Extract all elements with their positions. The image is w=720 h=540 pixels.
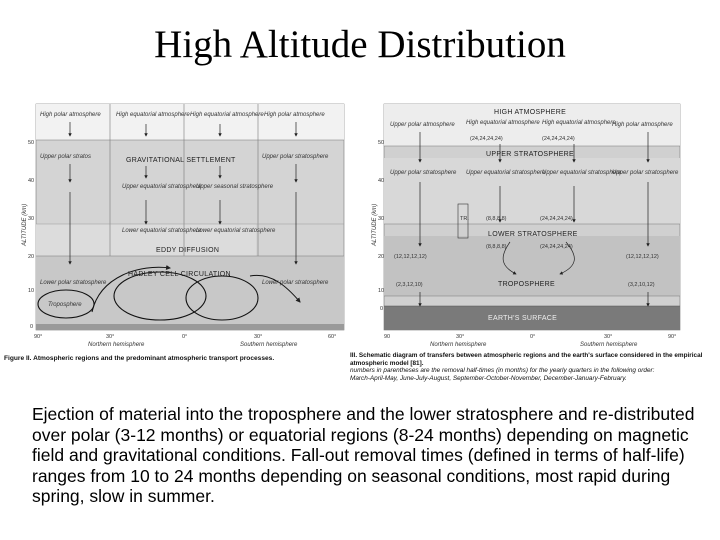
left-y-tick: 30 [28,216,35,222]
left-upper-polar: Upper polar stratos [40,154,92,160]
right-hemi-north: Northern hemisphere [430,342,487,348]
right-x-tick: 30° [456,334,465,340]
left-hemi-south: Southern hemisphere [240,342,298,348]
left-hemi-north: Northern hemisphere [88,342,145,348]
right-x-tick: 0° [530,334,536,340]
slide-caption: Ejection of material into the troposphere and the lower stratosphere and re-distributed over polar (3-12 months) or equatorial regions (8-24 months) depending on magnetic field and gravitational conditions. Fall-out removal times (defined in terms of half-life) ranges from 10 to 24 months depending on seasonal conditions, most rapid during spring, slow in summer. [32,404,695,506]
left-y-tick: 40 [28,178,35,184]
side-box-label: TR. [460,216,469,222]
left-figure-caption: Figure II. Atmospheric regions and the predominant atmospheric transport processes. [4,355,275,362]
right-upper-polar: Upper polar stratosphere [262,154,329,160]
left-x-tick: 30° [254,334,263,340]
left-x-tick: 0° [182,334,188,340]
right-top-box-3: High equatorial atmosphere [542,120,616,126]
troposphere-label-right: TROPOSPHERE [498,281,555,288]
right-polar-value: (12,12,12,12) [626,254,659,260]
lower-polar-left: Lower polar stratosphere [40,280,107,286]
left-x-tick: 60° [328,334,337,340]
right-figure-note-1: numbers in parentheses are the removal half-times (in months) for the yearly quarters in the following order: [350,367,655,375]
left-x-tick: 90° [34,334,43,340]
left-y-axis-label: ALTITUDE (km) [22,203,28,246]
right-x-tick: 90 [384,334,391,340]
right-lower-value: (8,8,8,8) [486,216,507,222]
right-hemi-south: Southern hemisphere [580,342,638,348]
figure [0,96,720,396]
right-x-tick: 90° [668,334,677,340]
right-y-tick: 30 [378,216,385,222]
left-y-tick: 0 [30,324,34,330]
right-value: (24,24,24,24) [542,136,575,142]
left-y-tick: 50 [28,140,35,146]
upper-seasonal: Upper seasonal stratosphere [196,184,274,190]
eddy-diffusion: EDDY DIFFUSION [156,247,220,254]
right-mid-box-3: Upper equatorial stratosphere [542,170,622,176]
gravitational-settlement: GRAVITATIONAL SETTLEMENT [126,157,236,164]
right-figure-caption: III. Schematic diagram of transfers between atmospheric regions and the earth's surface considered in the empirical atmospheric model [81]. [350,352,703,367]
right-polar-value: (12,12,12,12) [394,254,427,260]
right-tropo-value: (3,2,10,12) [628,282,655,288]
right-tropo-value: (2,3,12,10) [396,282,423,288]
earth-surface-label: EARTH'S SURFACE [488,315,558,322]
right-top-box-2: High equatorial atmosphere [466,120,540,126]
lower-equatorial: Lower equatorial stratosphere [122,228,202,234]
right-y-tick: 20 [378,254,385,260]
left-x-tick: 30° [106,334,115,340]
right-lower-value: (24,24,24,24) [540,244,573,250]
right-x-tick: 30° [604,334,613,340]
left-panel [4,104,344,362]
left-top-box-4: High polar atmosphere [264,112,325,118]
lower-polar-right: Lower polar stratosphere [262,280,329,286]
right-figure-note-2: March-April-May, June-July-August, September-October-November, December-January-February. [350,374,627,382]
right-top-box-4: High polar atmosphere [612,122,673,128]
right-mid-box-4: Upper polar stratosphere [612,170,679,176]
left-top-box-2: High equatorial atmosphere [116,112,190,118]
right-mid-box-2: Upper equatorial stratosphere [466,170,546,176]
troposphere-label: Troposphere [48,302,82,308]
right-mid-box-1: Upper polar stratosphere [390,170,457,176]
right-lower-value: (24,24,24,24) [540,216,573,222]
right-lower-value: (8,8,8,8) [486,244,507,250]
right-y-axis-label: ALTITUDE (km) [372,203,378,246]
right-panel [372,104,680,348]
high-atmosphere-label: HIGH ATMOSPHERE [494,109,567,116]
left-top-box-3: High equatorial atmosphere [190,112,264,118]
left-y-tick: 20 [28,254,35,260]
right-y-tick: 10 [378,288,385,294]
upper-equatorial: Upper equatorial stratosphere [122,184,202,190]
lower-seasonal: Lower equatorial stratosphere [196,228,276,234]
right-top-box-1: Upper polar atmosphere [390,122,455,128]
upper-stratosphere-label: UPPER STRATOSPHERE [486,151,574,158]
right-y-tick: 40 [378,178,385,184]
left-y-tick: 10 [28,288,35,294]
hadley-cell: HADLEY CELL CIRCULATION [128,271,231,278]
lower-stratosphere-label: LOWER STRATOSPHERE [488,231,578,238]
slide-title: High Altitude Distribution [154,23,566,66]
right-value: (24,24,24,24) [470,136,503,142]
right-y-tick: 50 [378,140,385,146]
right-y-tick: 0 [380,306,384,312]
left-top-box-1: High polar atmosphere [40,112,101,118]
